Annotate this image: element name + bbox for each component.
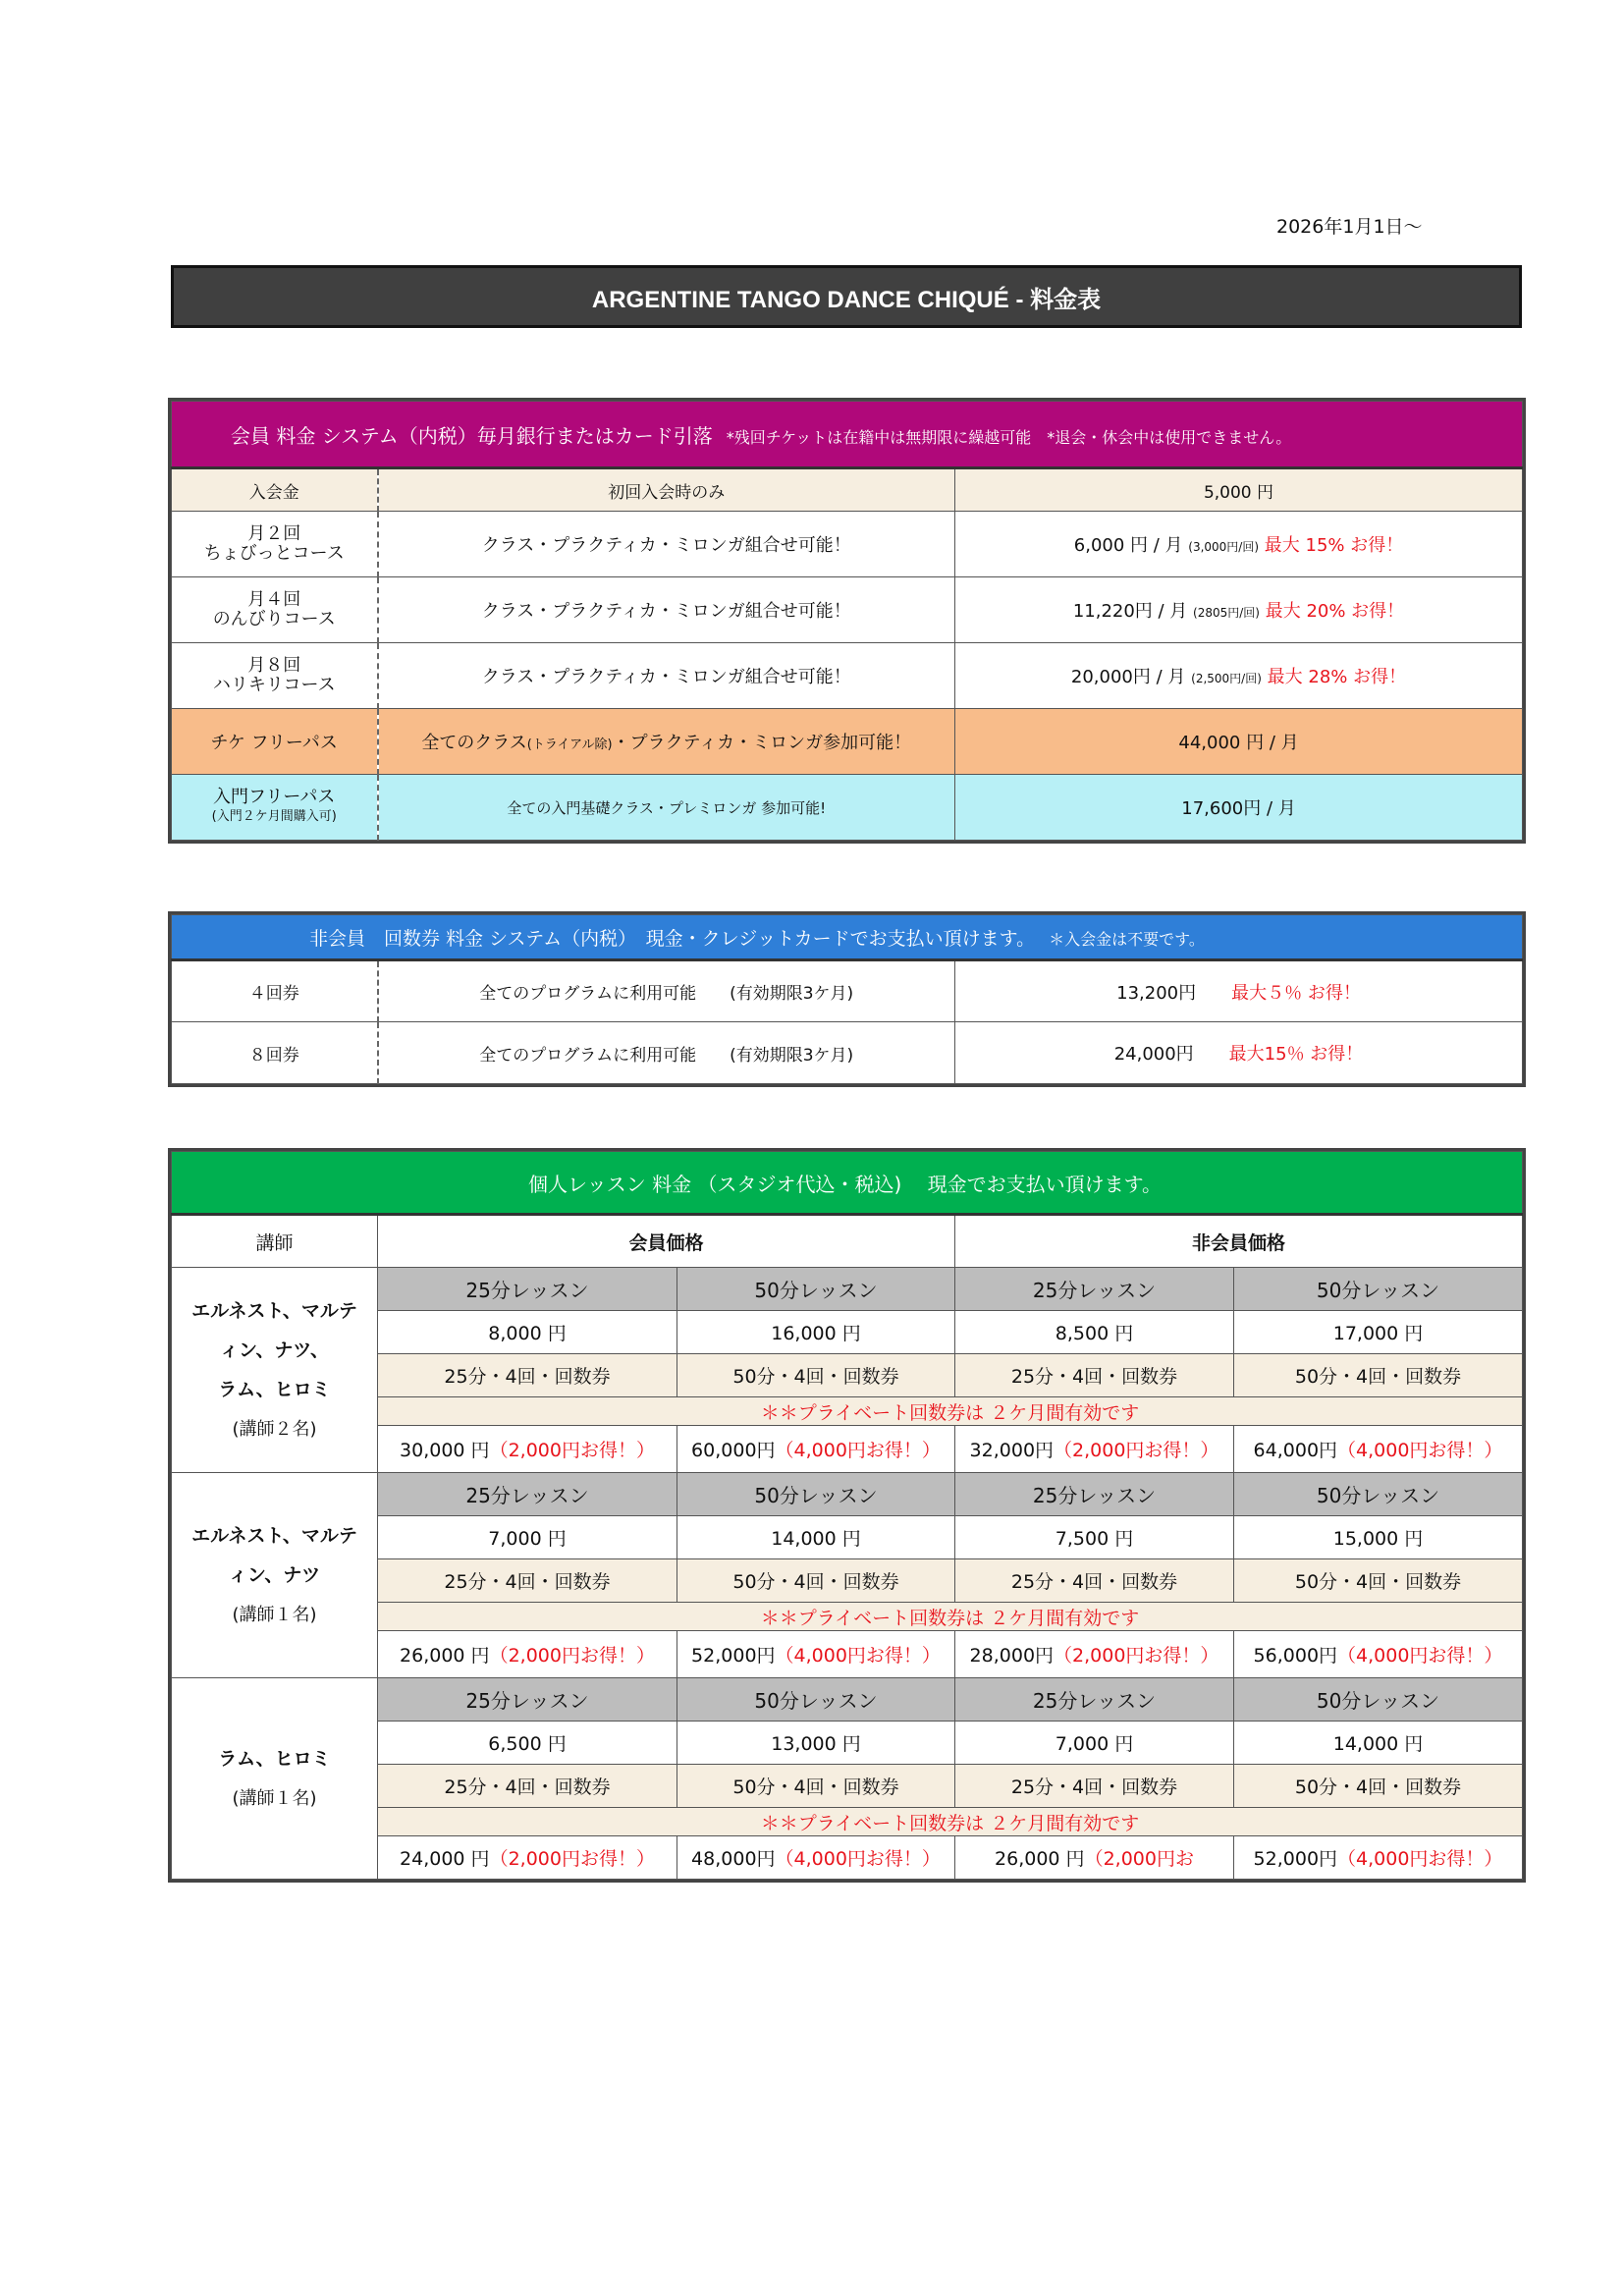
ticket-type: 50分・4回・回数券 (1234, 1354, 1523, 1397)
lesson-type: 50分レッスン (677, 1473, 955, 1516)
course-frequency: 月８回 (247, 655, 301, 676)
ticket-name: ４回券 (172, 960, 378, 1022)
teacher-column-header: 講師 (172, 1215, 378, 1268)
ticket-price (378, 1836, 677, 1880)
teacher-names: エルネスト、マルテ (191, 1299, 357, 1322)
lesson-price: 15,000 円 (1234, 1516, 1523, 1559)
ticket-price (955, 1631, 1234, 1678)
effective-date: 2026年1月1日～ (1276, 216, 1423, 238)
price-value: 26,000 円 (400, 1645, 490, 1667)
price-value: 11,220円 / 月 (1072, 601, 1188, 622)
member-table-header (172, 402, 1523, 468)
deal-badge: （4,000円お得！） (775, 1440, 941, 1461)
freepass-desc-rest: ・プラクティカ・ミロンガ参加可能！ (612, 733, 912, 753)
ticket-price (955, 960, 1523, 1022)
table-row (172, 1022, 1523, 1084)
ticket-type: 50分・4回・回数券 (1234, 1559, 1523, 1603)
lesson-price: 6,500 円 (378, 1722, 677, 1765)
price-value: 48,000円 (691, 1848, 776, 1870)
table-row (172, 577, 1523, 643)
deal-badge: 最大 20% お得！ (1265, 601, 1405, 622)
course-price (955, 512, 1523, 577)
course-desc: クラス・プラクティカ・ミロンガ組合せ可能！ (378, 512, 955, 577)
lesson-type: 50分レッスン (677, 1678, 955, 1722)
price-value: 28,000円 (969, 1645, 1055, 1667)
ticket-price (378, 1631, 677, 1678)
course-name (172, 643, 378, 709)
fee-desc: 初回入会時のみ (378, 468, 955, 512)
nonmember-table-header (172, 915, 1523, 960)
deal-badge: （2,000円お得！） (489, 1440, 655, 1461)
teacher-count: (講師２名) (232, 1418, 317, 1440)
ticket-type: 25分・4回・回数券 (378, 1765, 677, 1808)
nonmember-header-text: 非会員 回数券 料金 システム（内税） 現金・クレジットカードでお支払い頂けます。 (309, 927, 1036, 950)
lesson-price: 13,000 円 (677, 1722, 955, 1765)
deal-badge: （4,000円お得！） (1337, 1440, 1503, 1461)
ticket-validity-note: ＊＊プライベート回数券は ２ケ月間有効です (378, 1397, 1523, 1426)
teacher-cell (172, 1678, 378, 1880)
member-price-header: 会員価格 (378, 1215, 955, 1268)
lesson-column-headers (172, 1215, 1523, 1268)
price-value: 60,000円 (691, 1440, 776, 1461)
teacher-names: ラム、ヒロミ (218, 1378, 331, 1400)
course-label: ハリキリコース (212, 675, 336, 695)
price-value: 30,000 円 (400, 1440, 490, 1461)
private-lesson-table (171, 1151, 1523, 1880)
table-row (172, 1678, 1523, 1722)
ticket-price (1234, 1631, 1523, 1678)
member-header-note: *残回チケットは在籍中は無期限に繰越可能 *退会・休会中は使用できません。 (726, 427, 1292, 447)
lesson-type: 50分レッスン (1234, 1473, 1523, 1516)
ticket-price (1234, 1426, 1523, 1473)
price-value: 52,000円 (691, 1645, 776, 1667)
lesson-table-header: 個人レッスン 料金 （スタジオ代込・税込) 現金でお支払い頂けます。 (172, 1152, 1523, 1215)
ticket-price (955, 1426, 1234, 1473)
lesson-price: 16,000 円 (677, 1311, 955, 1354)
ticket-validity-note: ＊＊プライベート回数券は ２ケ月間有効です (378, 1808, 1523, 1836)
ticket-type: 25分・4回・回数券 (378, 1559, 677, 1603)
table-row (172, 468, 1523, 512)
ticket-type: 50分・4回・回数券 (677, 1559, 955, 1603)
table-row (172, 1473, 1523, 1516)
lesson-type: 25分レッスン (955, 1473, 1234, 1516)
lesson-price: 7,000 円 (955, 1722, 1234, 1765)
teacher-names: エルネスト、マルテ (191, 1524, 357, 1547)
nonmember-price-header: 非会員価格 (955, 1215, 1523, 1268)
member-header-text: 会員 料金 システム（内税）毎月銀行またはカード引落 (231, 423, 713, 448)
deal-badge: （4,000円お得！） (775, 1848, 941, 1870)
ticket-price (378, 1426, 677, 1473)
deal-badge: 最大 15% お得！ (1264, 535, 1404, 556)
ticket-price (677, 1426, 955, 1473)
lesson-type: 50分レッスン (1234, 1678, 1523, 1722)
lesson-type: 25分レッスン (955, 1268, 1234, 1311)
ticket-type: 25分・4回・回数券 (378, 1354, 677, 1397)
fee-price: 5,000 円 (955, 468, 1523, 512)
deal-badge: 最大15％ お得！ (1228, 1044, 1364, 1065)
table-row (172, 709, 1523, 775)
lesson-type: 25分レッスン (378, 1473, 677, 1516)
ticket-desc: 全てのプログラムに利用可能 (有効期限3ケ月) (378, 960, 955, 1022)
price-value: 64,000円 (1253, 1440, 1338, 1461)
ticket-price (1234, 1836, 1523, 1880)
course-label: のんびりコース (212, 609, 336, 629)
ticket-desc: 全てのプログラムに利用可能 (有効期限3ケ月) (378, 1022, 955, 1084)
table-row (172, 775, 1523, 841)
freepass-desc-note: (トライアル除) (526, 738, 613, 752)
course-name (172, 512, 378, 577)
course-name (172, 577, 378, 643)
ticket-type: 25分・4回・回数券 (955, 1765, 1234, 1808)
lesson-price: 8,500 円 (955, 1311, 1234, 1354)
ticket-type: 25分・4回・回数券 (955, 1354, 1234, 1397)
ticket-price (677, 1631, 955, 1678)
lesson-type: 25分レッスン (378, 1678, 677, 1722)
ticket-type: 50分・4回・回数券 (677, 1354, 955, 1397)
ticket-name: ８回券 (172, 1022, 378, 1084)
deal-badge: （4,000円お得！） (1337, 1848, 1503, 1870)
price-value: 24,000円 (1113, 1044, 1194, 1065)
price-value: 56,000円 (1253, 1645, 1338, 1667)
ticket-type: 50分・4回・回数券 (1234, 1765, 1523, 1808)
ticket-price (955, 1836, 1234, 1880)
course-price (955, 643, 1523, 709)
lesson-type: 50分レッスン (677, 1268, 955, 1311)
course-price (955, 577, 1523, 643)
teacher-names: ィン、ナツ、 (220, 1339, 329, 1361)
intro-pass-price: 17,600円 / 月 (955, 775, 1523, 841)
deal-badge: 最大５％ お得！ (1231, 982, 1361, 1004)
intro-pass-note: (入門２ケ月間購入可) (211, 809, 337, 824)
deal-badge: （4,000円お得！） (1337, 1645, 1503, 1667)
lesson-type: 25分レッスン (378, 1268, 677, 1311)
freepass-desc-main: 全てのクラス (421, 733, 527, 753)
ticket-validity-note: ＊＊プライベート回数券は ２ケ月間有効です (378, 1603, 1523, 1631)
teacher-cell (172, 1268, 378, 1473)
lesson-type: 50分レッスン (1234, 1268, 1523, 1311)
course-frequency: 月４回 (247, 589, 301, 610)
course-frequency: 月２回 (247, 523, 301, 544)
freepass-desc (378, 709, 955, 775)
lesson-price: 8,000 円 (378, 1311, 677, 1354)
ticket-price (955, 1022, 1523, 1084)
teacher-cell (172, 1473, 378, 1678)
lesson-price: 17,000 円 (1234, 1311, 1523, 1354)
deal-badge: （2,000円お得！） (1054, 1440, 1219, 1461)
nonmember-header-note: ＊入会金は不要です。 (1049, 929, 1205, 949)
nonmember-ticket-table (171, 914, 1523, 1084)
table-row (172, 1268, 1523, 1311)
freepass-name: チケ フリーパス (172, 709, 378, 775)
deal-badge: （2,000円お得！） (489, 1645, 655, 1667)
teacher-names: ラム、ヒロミ (218, 1747, 331, 1770)
table-row (172, 512, 1523, 577)
freepass-price: 44,000 円 / 月 (955, 709, 1523, 775)
fee-name: 入会金 (172, 468, 378, 512)
price-value: 13,200円 (1116, 982, 1197, 1004)
price-value: 6,000 円 / 月 (1073, 535, 1183, 556)
course-desc: クラス・プラクティカ・ミロンガ組合せ可能！ (378, 643, 955, 709)
lesson-price: 14,000 円 (677, 1516, 955, 1559)
deal-badge: （2,000円お得！） (489, 1848, 655, 1870)
price-per-session: (3,000円/回) (1188, 540, 1260, 554)
price-value: 52,000円 (1253, 1848, 1338, 1870)
teacher-count: (講師１名) (232, 1604, 317, 1625)
course-desc: クラス・プラクティカ・ミロンガ組合せ可能！ (378, 577, 955, 643)
course-label: ちょびっとコース (203, 543, 345, 564)
ticket-price (677, 1836, 955, 1880)
price-value: 24,000 円 (400, 1848, 490, 1870)
ticket-type: 50分・4回・回数券 (677, 1765, 955, 1808)
member-fee-table (171, 401, 1523, 841)
lesson-price: 7,000 円 (378, 1516, 677, 1559)
intro-pass-label: 入門フリーパス (213, 787, 336, 807)
price-value: 32,000円 (969, 1440, 1055, 1461)
table-row (172, 643, 1523, 709)
price-value: 20,000円 / 月 (1070, 667, 1186, 687)
deal-badge: 最大 28% お得！ (1267, 667, 1407, 687)
lesson-type: 25分レッスン (955, 1678, 1234, 1722)
intro-pass-desc: 全ての入門基礎クラス・プレミロンガ 参加可能! (378, 775, 955, 841)
teacher-names: ィン、ナツ (228, 1563, 321, 1586)
deal-badge: （2,000円お (1084, 1848, 1194, 1870)
lesson-price: 7,500 円 (955, 1516, 1234, 1559)
ticket-type: 25分・4回・回数券 (955, 1559, 1234, 1603)
deal-badge: （2,000円お得！） (1054, 1645, 1219, 1667)
intro-pass-name (172, 775, 378, 841)
price-per-session: (2805円/回) (1193, 606, 1260, 620)
lesson-price: 14,000 円 (1234, 1722, 1523, 1765)
price-value: 26,000 円 (995, 1848, 1085, 1870)
teacher-count: (講師１名) (232, 1787, 317, 1809)
page-title: ARGENTINE TANGO DANCE CHIQUÉ - 料金表 (171, 265, 1522, 328)
price-per-session: (2,500円/回) (1191, 672, 1262, 685)
table-row (172, 960, 1523, 1022)
deal-badge: （4,000円お得！） (775, 1645, 941, 1667)
